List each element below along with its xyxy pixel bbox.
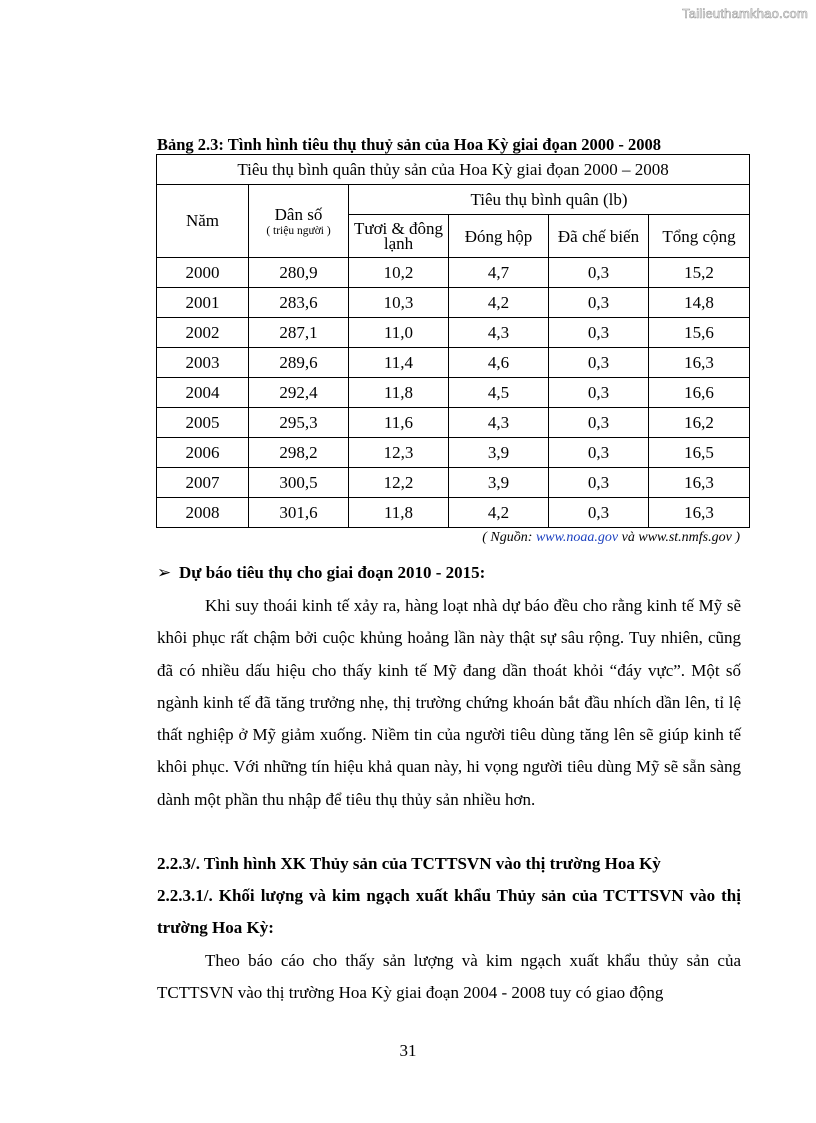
cell-processed: 0,3 [549,318,649,348]
cell-year: 2001 [157,288,249,318]
cell-year: 2000 [157,258,249,288]
cell-year: 2005 [157,408,249,438]
cell-canned: 4,6 [449,348,549,378]
cell-year: 2008 [157,498,249,528]
header-total: Tổng cộng [649,215,750,258]
cell-population: 298,2 [249,438,349,468]
cell-year: 2002 [157,318,249,348]
cell-total: 16,6 [649,378,750,408]
cell-total: 15,6 [649,318,750,348]
cell-fresh: 10,3 [349,288,449,318]
cell-total: 16,3 [649,468,750,498]
cell-year: 2006 [157,438,249,468]
section-2-2-3-1-heading: 2.2.3.1/. Khối lượng và kim ngạch xuất khẩu Thủy sản của TCTTSVN vào thị trường Hoa Kỳ: [157,886,741,938]
cell-population: 300,5 [249,468,349,498]
table-row [157,378,750,408]
cell-population: 301,6 [249,498,349,528]
header-processed: Đã chế biến [549,215,649,258]
table-caption: Bảng 2.3: Tình hình tiêu thụ thuỷ sản của Hoa Kỳ giai đọan 2000 - 2008 [157,135,661,154]
cell-processed: 0,3 [549,468,649,498]
cell-fresh: 10,2 [349,258,449,288]
cell-fresh: 11,8 [349,378,449,408]
cell-population: 295,3 [249,408,349,438]
cell-processed: 0,3 [549,438,649,468]
cell-total: 16,3 [649,498,750,528]
cell-canned: 4,2 [449,288,549,318]
cell-canned: 3,9 [449,438,549,468]
cell-fresh: 12,2 [349,468,449,498]
cell-processed: 0,3 [549,258,649,288]
table-row [157,258,750,288]
cell-processed: 0,3 [549,288,649,318]
section-2-2-3-1-paragraph: Theo báo cáo cho thấy sản lượng và kim ngạch xuất khẩu thủy sản của TCTTSVN vào thị trường Hoa Kỳ giai đoạn 2004 - 2008 tuy có giao động [157,951,741,1003]
cell-fresh: 11,0 [349,318,449,348]
cell-fresh: 11,6 [349,408,449,438]
cell-total: 15,2 [649,258,750,288]
section-2-2-3-heading: 2.2.3/. Tình hình XK Thủy sản của TCTTSVN vào thị trường Hoa Kỳ [157,854,661,873]
cell-total: 14,8 [649,288,750,318]
cell-year: 2003 [157,348,249,378]
table-row [157,318,750,348]
forecast-heading [157,563,485,583]
cell-canned: 4,7 [449,258,549,288]
cell-population: 287,1 [249,318,349,348]
table-row [157,498,750,528]
cell-fresh: 11,4 [349,348,449,378]
table-row [157,348,750,378]
header-population-unit: ( triệu người ) [266,225,331,237]
cell-population: 283,6 [249,288,349,318]
cell-population: 280,9 [249,258,349,288]
consumption-table [156,154,750,528]
cell-fresh: 12,3 [349,438,449,468]
cell-canned: 3,9 [449,468,549,498]
table-row [157,438,750,468]
cell-processed: 0,3 [549,498,649,528]
cell-processed: 0,3 [549,408,649,438]
forecast-heading-text: Dự báo tiêu thụ cho giai đoạn 2010 - 2015: [179,563,486,582]
forecast-paragraph: Khi suy thoái kinh tế xảy ra, hàng loạt nhà dự báo đều cho rằng kinh tế Mỹ sẽ khôi phục rất chậm bởi cuộc khủng hoảng lần này thật sự sâu rộng. Tuy nhiên, cũng đã có nhiều dấu hiệu cho thấy kinh tế Mỹ đang dần thoát khỏi “đáy vực”. Một số ngành kinh tế đã tăng trưởng nhẹ, thị trường chứng khoán bắt đầu nhích dần lên, tỉ lệ thất nghiệp ở Mỹ giảm xuống. Niềm tin của người tiêu dùng tăng lên sẽ giúp kinh tế khôi phục. Với những tín hiệu khả quan này, hi vọng người tiêu dùng Mỹ sẽ sẵn sàng dành một phần thu nhập để tiêu thụ thủy sản nhiều hơn. [157,596,741,809]
table-title: Tiêu thụ bình quân thủy sản của Hoa Kỳ giai đọan 2000 – 2008 [157,155,750,185]
arrow-bullet-icon: ➢ [157,563,172,582]
header-fresh-frozen: Tươi & đông lạnh [349,215,449,258]
cell-population: 289,6 [249,348,349,378]
header-year: Năm [157,185,249,258]
cell-canned: 4,5 [449,378,549,408]
page-number: 31 [399,1041,417,1060]
cell-fresh: 11,8 [349,498,449,528]
cell-processed: 0,3 [549,378,649,408]
cell-canned: 4,3 [449,408,549,438]
header-canned: Đóng hộp [449,215,549,258]
table-source [156,530,740,546]
source-suffix: và www.st.nmfs.gov ) [618,530,740,545]
source-link[interactable]: www.noaa.gov [535,530,619,545]
cell-total: 16,3 [649,348,750,378]
header-population-label: Dân số [274,205,323,224]
cell-year: 2007 [157,468,249,498]
watermark: Tailieuthamkhao.com [682,6,808,21]
cell-canned: 4,3 [449,318,549,348]
table-row [157,288,750,318]
cell-year: 2004 [157,378,249,408]
cell-total: 16,5 [649,438,750,468]
table-row [157,468,750,498]
cell-total: 16,2 [649,408,750,438]
cell-processed: 0,3 [549,348,649,378]
header-avg-consumption: Tiêu thụ bình quân (lb) [349,185,750,215]
cell-population: 292,4 [249,378,349,408]
source-prefix: ( Nguồn: [482,530,536,545]
cell-canned: 4,2 [449,498,549,528]
header-population [249,185,349,258]
table-row [157,408,750,438]
